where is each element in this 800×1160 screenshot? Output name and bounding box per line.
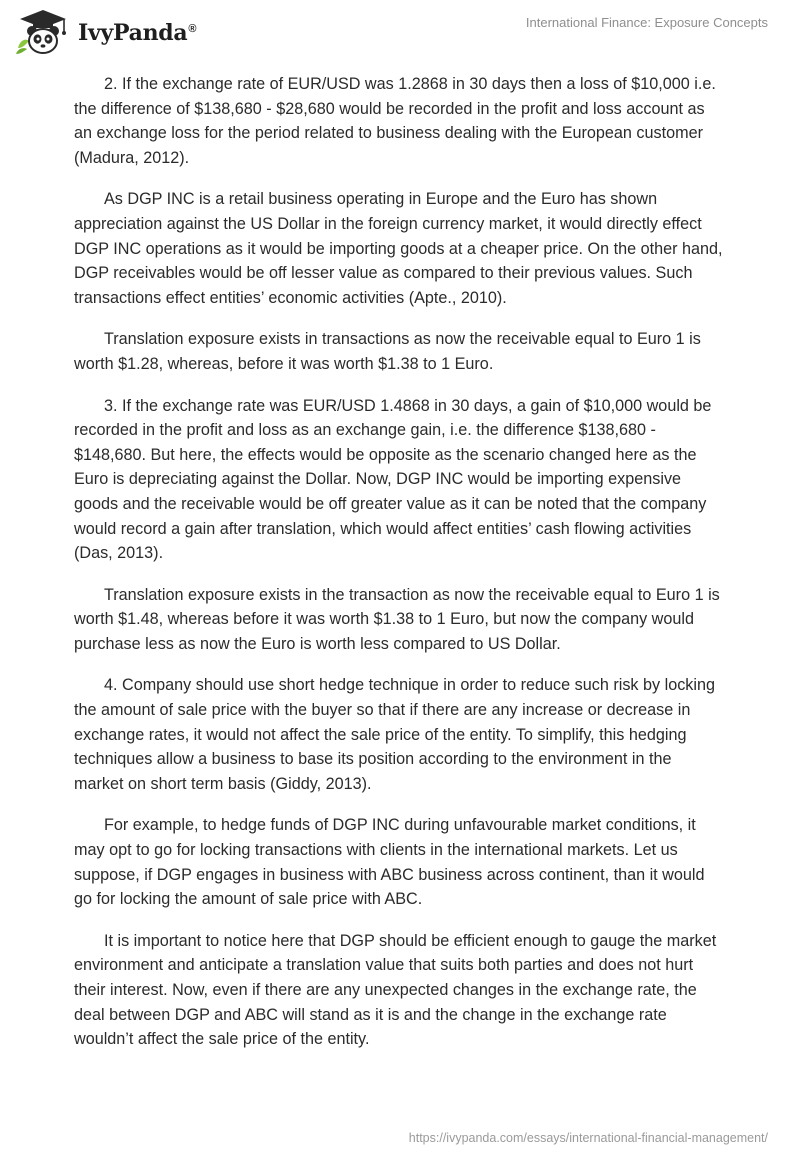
paragraph: 3. If the exchange rate was EUR/USD 1.4868 in 30 days, a gain of $10,000 would be recorded in the profit and loss as an exchange gain, i.e. the difference $138,680 - $148,680. But here, the effects would be opposite as the scenario changed here as the Euro is depreciating against the Dollar. Now, DGP INC would be importing expensive goods and the receivable would be off greater value as it can be noted that the company would record a gain after translation, which would affect entities’ cash flowing activities (Das, 2013).: [74, 396, 712, 563]
paragraph: As DGP INC is a retail business operating in Europe and the Euro has shown appreciation against the US Dollar in the foreign currency market, it would directly effect DGP INC operations as it would be importing goods at a cheaper price. On the other hand, DGP receivables would be off lesser value as compared to their previous values. Such transactions effect entities’ economic activities (Apte., 2010).: [74, 190, 723, 307]
logo-wordmark: IvyPanda®: [78, 20, 197, 46]
paragraph: It is important to notice here that DGP should be efficient enough to gauge the market environment and anticipate a translation value that suits both parties and does not hurt their interest. Now, even if there are any unexpected changes in the exchange rate, the deal between DGP and ABC will stand as it is and the change in the exchange rate wouldn’t affect the sale price of the entity.: [74, 931, 717, 1049]
registered-mark: ®: [188, 22, 197, 35]
paragraph: 4. Company should use short hedge technique in order to reduce such risk by locking the amount of sale price with the buyer so that if there are any increase or decrease in exchange rates, it would not affect the sale price of the entity. To simplify, this hedging techniques allow a business to base its position according to the environment in the market on short term basis (Giddy, 2013).: [74, 676, 715, 793]
panda-logo-icon: [14, 8, 72, 56]
document-title: International Finance: Exposure Concepts: [525, 15, 768, 30]
paragraph: Translation exposure exists in transactions as now the receivable equal to Euro 1 is worth $1.28, whereas, before it was worth $1.38 to 1 Euro.: [74, 330, 701, 373]
paragraph: Translation exposure exists in the transaction as now the receivable equal to Euro 1 is worth $1.48, whereas before it was worth $1.38 to 1 Euro, but now the company would purchase less as now the Euro is worth less compared to US Dollar.: [74, 585, 720, 653]
essay-body: [74, 72, 724, 1069]
ivypanda-logo[interactable]: [14, 8, 196, 56]
page-header: [0, 0, 800, 64]
source-url[interactable]: https://ivypanda.com/essays/international-financial-management/: [408, 1131, 768, 1145]
paragraph: 2. If the exchange rate of EUR/USD was 1.2868 in 30 days then a loss of $10,000 i.e. the difference of $138,680 - $28,680 would be recorded in the profit and loss account as an exchange loss for the period related to business dealing with the European customer (Madura, 2012).: [74, 75, 716, 167]
paragraph: For example, to hedge funds of DGP INC during unfavourable market conditions, it may opt to go for locking transactions with clients in the international markets. Let us suppose, if DGP engages in business with ABC business across continent, than it would go for locking the amount of sale price with ABC.: [74, 816, 705, 909]
